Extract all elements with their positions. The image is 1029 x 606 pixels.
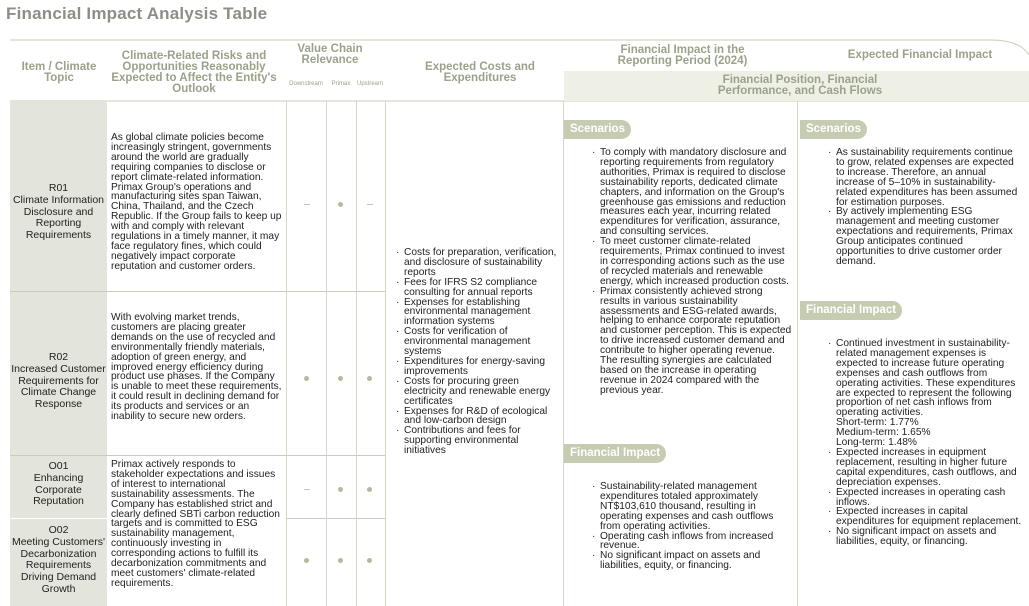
vc-o02-upstream	[367, 558, 372, 563]
row-r02-id	[10, 352, 107, 411]
expected-fi-first: Continued investment in sustainability-related management expenses is expected to increase future operating expenses and cash outflows from operating activities. These expenditures are expected to represent the following proportion of net cash inflows from operating activities.	[836, 338, 1016, 419]
period-scenario-item: · To meet customer climate-related requirements, Primax continued to invest in corresponding actions such as the use of recycled materials and renewable energy, which increased production costs.	[592, 237, 792, 287]
vc-o01-upstream	[367, 487, 372, 492]
expected-fi-item	[828, 339, 1023, 448]
row-topic: Meeting Customers' Decarbonization Requirements Driving Demand Growth	[11, 535, 106, 595]
period-fi-label: Financial Impact	[564, 444, 666, 463]
row-o01-id	[10, 461, 107, 508]
expected-scenario-item: · As sustainability requirements continue to grow, related expenses are expected to increase. Therefore, an annual increase of 5–10% in sustainability-related expenditures has been assumed for estimation purposes.	[828, 148, 1023, 207]
vc-col-line	[286, 101, 287, 606]
header-costs: Expected Costs and Expenditures	[425, 61, 535, 84]
cost-item: · Expenses for establishing environmental management information systems	[396, 298, 558, 328]
expected-scenario-item: · By actively implementing ESG management and meeting customer expectations and requirements, Primax Group anticipates continued opportunities to drive customer order demand.	[828, 207, 1023, 266]
short-term-value: Short-term: 1.77%	[836, 417, 919, 429]
header-fin-position: Financial Position, Financial Performance, and Cash Flows	[717, 74, 883, 97]
header-value-chain: Value Chain Relevance	[297, 43, 363, 66]
vc-r01-downstream	[304, 204, 310, 205]
period-scenario-item: · Primax consistently achieved strong results in various sustainability assessments and ESG-related awards, helping to enhance corporate reputation and customer perception. This is expected to drive increased customer demand and contribute to higher operating revenue. The resulting synergies are calculated based on the increase in operating revenue in 2024 compared with the previous year.	[592, 287, 792, 396]
vc-r02-primax	[338, 376, 343, 381]
vc-col-line	[356, 101, 357, 606]
vc-r01-primax	[338, 202, 343, 207]
vc-o01-primax	[338, 487, 343, 492]
cost-item: · Fees for IFRS S2 compliance consulting for annual reports	[396, 278, 558, 298]
row-id: O01	[48, 460, 69, 472]
col-line	[563, 101, 564, 606]
row-id: O02	[48, 524, 69, 536]
row-topic: Increased Customer Requirements for Climate Change Response	[11, 362, 106, 411]
period-scenario-item: · To comply with mandatory disclosure and reporting requirements from regulatory authorities, Primax is required to disclose sustainability reports, dedicated climate chapters, and information on the Group's greenhouse gas emissions and reduction measures each year, incurring related expenditures for verification, assurance, and consulting services.	[592, 148, 792, 237]
row-divider	[10, 455, 385, 456]
cost-item: · Contributions and fees for supporting environmental initiatives	[396, 426, 558, 456]
vc-o02-primax	[338, 558, 343, 563]
cost-item: · Expenses for R&D of ecological and low-carbon design	[396, 407, 558, 427]
header-vc-upstream: Upstream	[356, 81, 383, 87]
row-o02-id	[10, 525, 107, 596]
expected-fi-item: · Expected increases in equipment replacement, resulting in higher future capital expenditures, cash outflows, and depreciation expenses.	[828, 448, 1023, 488]
header-fi-period: Financial Impact in the Reporting Period (2024)	[617, 44, 748, 67]
opportunities-description: Primax actively responds to stakeholder expectations and issues of interest to international sustainability assessments. The Company has established strict and clearly defined SBTi carbon reduction targets and is committed to ESG sustainability management, continuously investing in corresponding actions to fulfill its decarbonization commitments and meet customers' climate-related requirements.	[111, 459, 280, 589]
row-id: R02	[48, 351, 69, 363]
expected-scenarios-label: Scenarios	[800, 120, 867, 139]
cost-item: · Expenditures for energy-saving improvements	[396, 357, 558, 377]
header-vc-downstream: Downstream	[289, 81, 323, 87]
period-fi-list	[592, 482, 792, 571]
header-expected-fi: Expected Financial Impact	[847, 49, 993, 61]
row-id: R01	[48, 182, 69, 194]
medium-term-value: Medium-term: 1.65%	[836, 427, 931, 439]
long-term-value: Long-term: 1.48%	[836, 437, 917, 449]
vc-r02-downstream	[304, 376, 309, 381]
expected-fi-item: · Expected increases in capital expenditures for equipment replacement.	[828, 507, 1023, 527]
period-fi-item: · No significant impact on assets and liabilities, equity, or financing.	[592, 551, 792, 571]
period-scenarios-list	[592, 148, 792, 396]
header-risks: Climate-Related Risks and Opportunities Reasonably Expected to Affect the Entity's Outlook	[111, 50, 277, 95]
header-vc-primax: Primax	[331, 81, 351, 87]
expected-scenarios-list	[828, 148, 1023, 267]
expected-fi-list	[828, 339, 1023, 547]
row-topic: Climate Information Disclosure and Reporting Requirements	[12, 193, 105, 242]
row-topic: Enhancing Corporate Reputation	[33, 471, 84, 508]
row-r01-description: As global climate policies become increasingly stringent, governments around the world are gradually requiring companies to disclose or report climate-related information. Primax Group's operations and manufacturing sites span Taiwan, China, Thailand, and the Czech Republic. If the Group fails to keep up with and comply with relevant regulations in a timely manner, it may face regulatory fines, which could negatively impact corporate reputation and customer orders.	[111, 132, 282, 272]
vc-o01-downstream	[304, 489, 310, 490]
cost-item: · Costs for procuring green electricity and renewable energy certificates	[396, 377, 558, 407]
period-fi-item: · Sustainability-related management expenditures totaled approximately NT$103,610 thousand, resulting in operating expenses and cash outflows from operating activities.	[592, 482, 792, 532]
row-r02-description: With evolving market trends, customers are placing greater demands on the use of recycled and environmentally friendly materials, adoption of green energy, and improved energy efficiency during product use phases. If the Company is unable to meet these requirements, it could result in declining demand for its products and services or an inability to secure new orders.	[111, 312, 282, 423]
vc-o02-downstream	[304, 558, 309, 563]
period-scenarios-label: Scenarios	[564, 120, 631, 139]
row-divider	[286, 518, 385, 519]
row-divider	[10, 291, 385, 292]
row-r01-id	[10, 183, 107, 242]
expected-fi-item: · No significant impact on assets and liabilities, equity, or financing.	[828, 527, 1023, 547]
page-title: Financial Impact Analysis Table	[6, 4, 268, 23]
vc-r02-upstream	[367, 376, 372, 381]
period-fi-item: · Operating cash inflows from increased revenue.	[592, 532, 792, 552]
vc-r01-upstream	[367, 204, 373, 205]
col-line	[797, 101, 798, 606]
cost-item: · Costs for preparation, verification, and disclosure of sustainability reports	[396, 248, 558, 278]
header-item: Item / Climate Topic	[21, 61, 97, 84]
expected-fi-item: · Expected increases in operating cash inflows.	[828, 488, 1023, 508]
costs-list	[396, 248, 558, 456]
band-curve	[1000, 71, 1029, 101]
vc-col-line	[326, 101, 327, 606]
expected-fi-label: Financial Impact	[800, 301, 902, 320]
row-divider	[10, 518, 107, 519]
vc-col-line	[385, 101, 386, 606]
cost-item: · Costs for verification of environmental management systems	[396, 327, 558, 357]
